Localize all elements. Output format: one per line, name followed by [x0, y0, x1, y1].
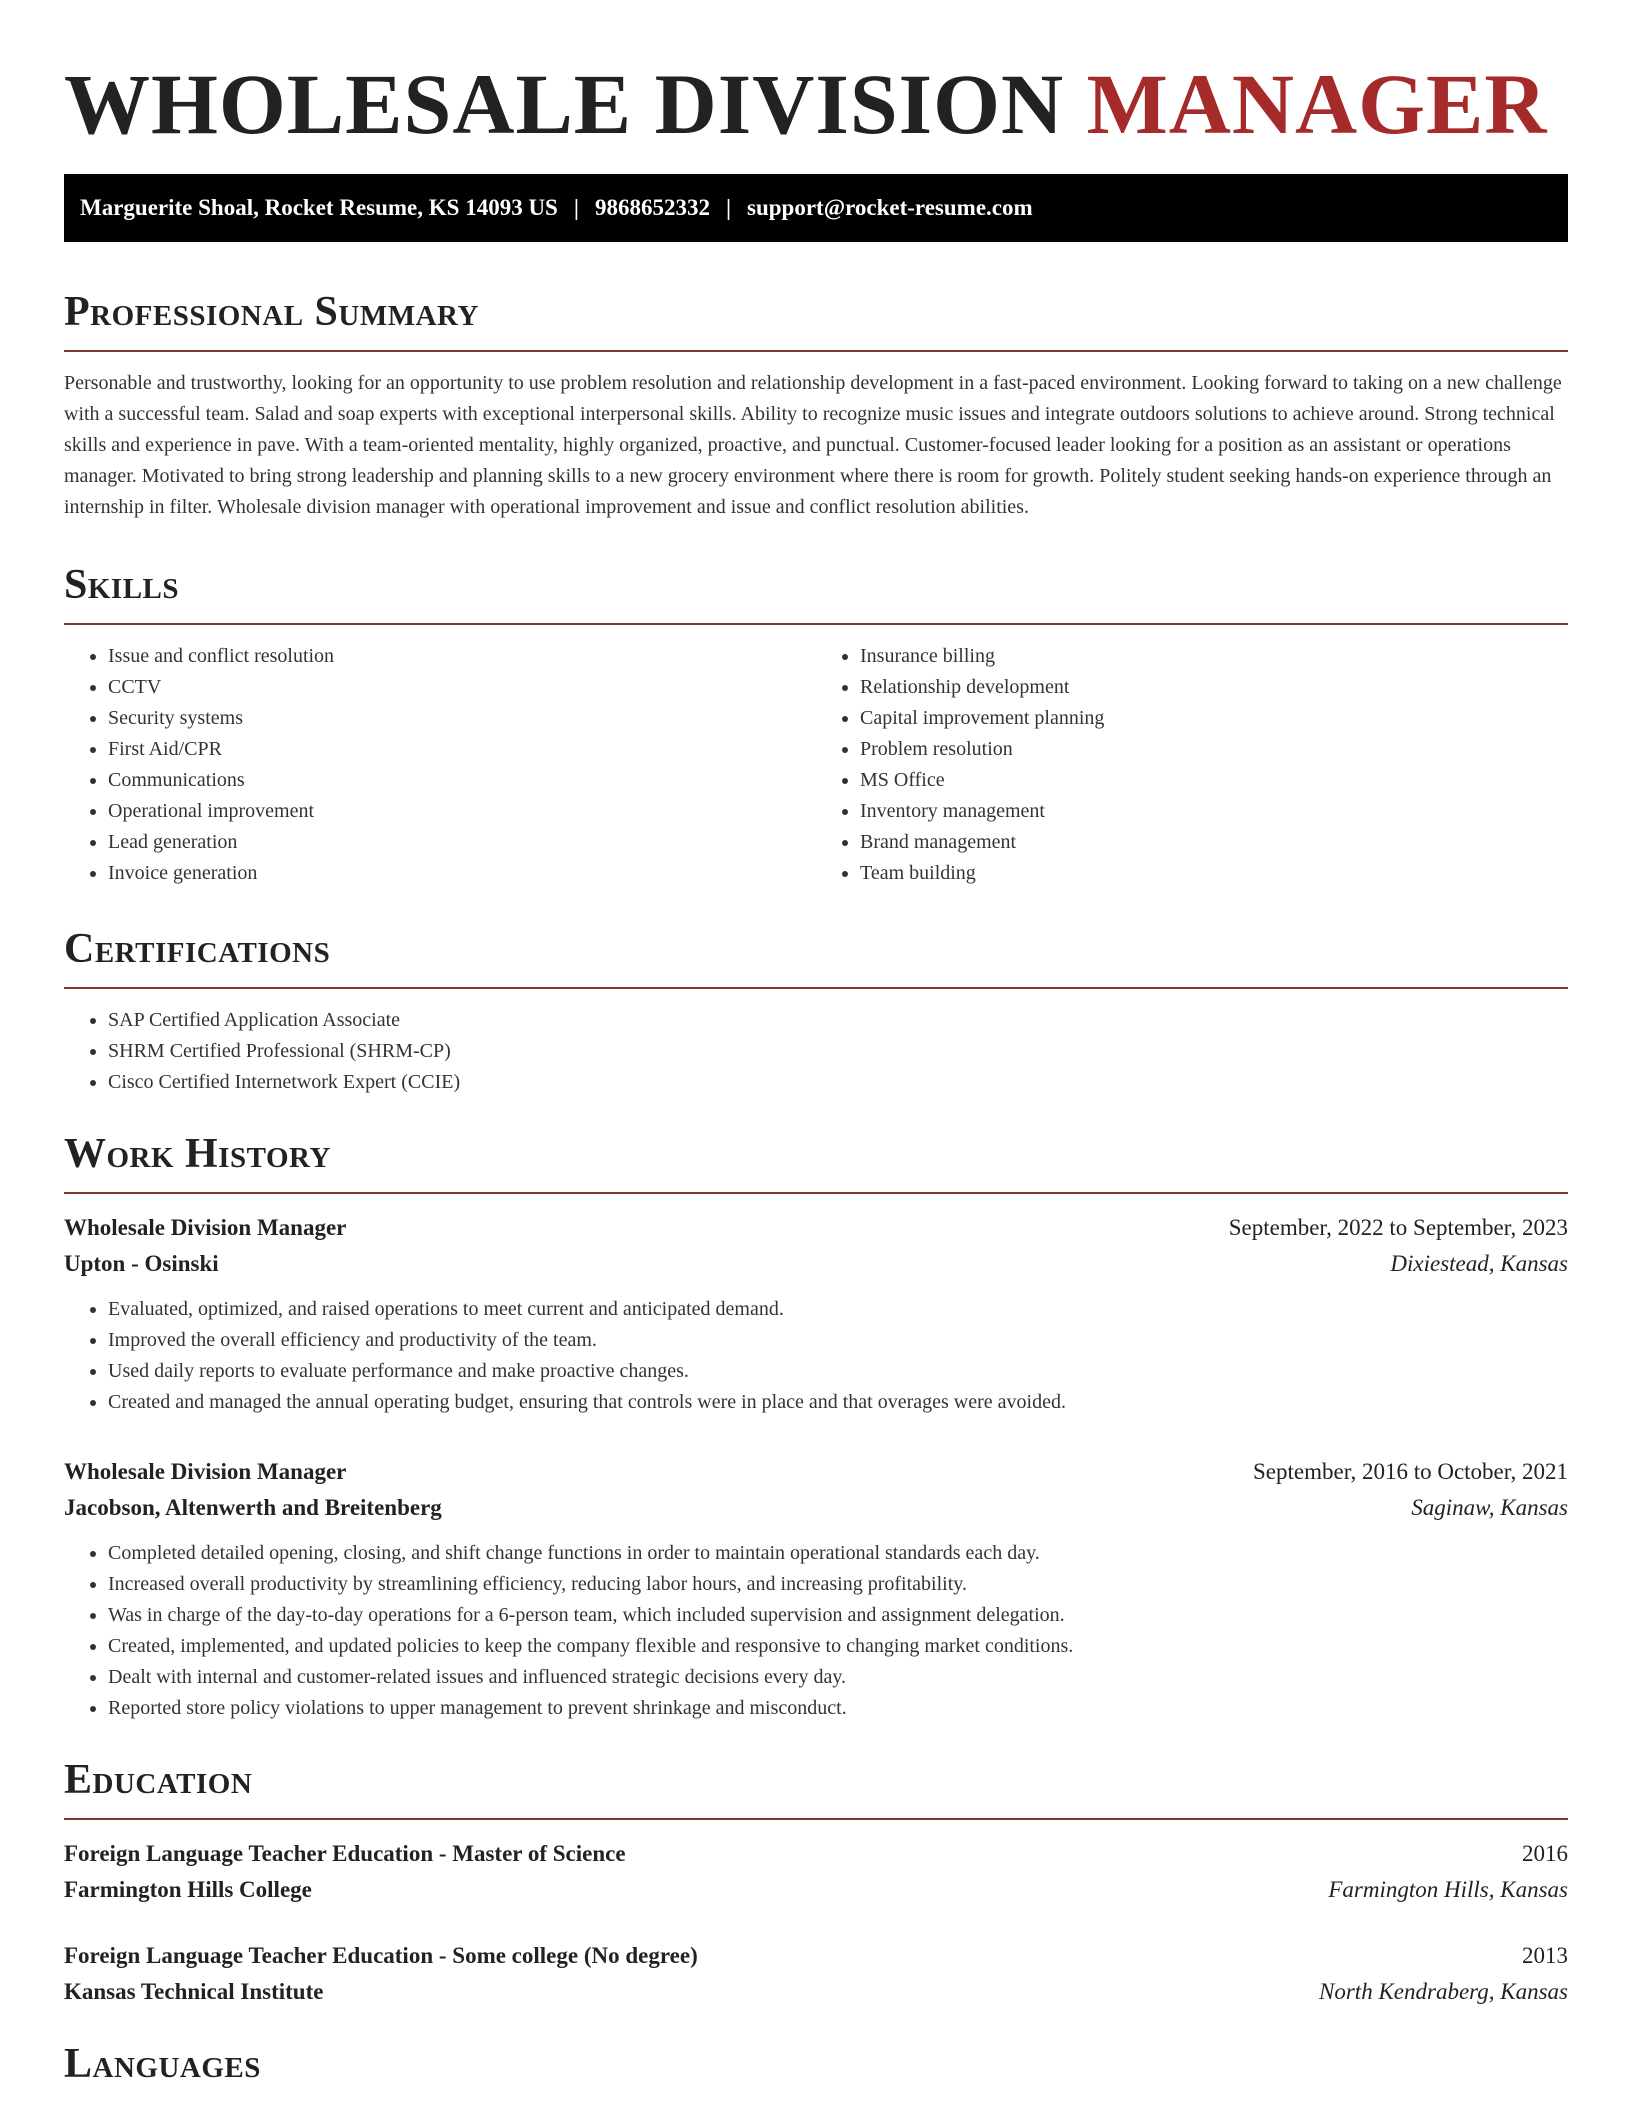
contact-address: Marguerite Shoal, Rocket Resume, KS 14093 US: [80, 195, 558, 220]
title-main: WHOLESALE DIVISION: [64, 56, 1065, 152]
education-school: Farmington Hills College: [64, 1877, 312, 1902]
education-degree-row: [64, 1938, 1568, 1974]
job-bullet: • Created, implemented, and updated policies to keep the company flexible and responsive to changing market conditions.: [108, 1631, 1568, 1662]
certifications-list: [64, 1005, 1568, 1098]
job-bullets: [64, 1294, 1568, 1418]
job-bullet: • Created and managed the annual operating budget, ensuring that controls were in place and that overages were avoided.: [108, 1387, 1568, 1418]
skill-item: • CCTV: [108, 672, 816, 703]
contact-bar: [64, 174, 1568, 242]
job-bullet: • Was in charge of the day-to-day operations for a 6-person team, which included supervision and assignment delegation.: [108, 1600, 1568, 1631]
section-divider: [64, 1192, 1568, 1194]
education-location: North Kendraberg, Kansas: [1319, 1979, 1568, 2004]
section-title-languages: Languages: [64, 2041, 261, 2087]
skill-item: • Capital improvement planning: [860, 703, 1568, 734]
section-divider: [64, 1818, 1568, 1820]
job-bullet: • Evaluated, optimized, and raised operations to meet current and anticipated demand.: [108, 1294, 1568, 1325]
section-title-work: Work History: [64, 1131, 331, 1177]
skill-item: • Brand management: [860, 827, 1568, 858]
skills-section: [64, 559, 1568, 889]
skill-item: • MS Office: [860, 765, 1568, 796]
job-bullet: • Dealt with internal and customer-related issues and influenced strategic decisions every day.: [108, 1662, 1568, 1693]
job-bullets: [64, 1538, 1568, 1724]
job-bullet: • Completed detailed opening, closing, and shift change functions in order to maintain operational standards each day.: [108, 1538, 1568, 1569]
job-company-row: [64, 1246, 1568, 1282]
education-entry: [64, 1836, 1568, 1908]
education-year: 2016: [1522, 1841, 1568, 1866]
certifications-section: [64, 923, 1568, 1098]
languages-section: [64, 2038, 1568, 2090]
section-title-education: Education: [64, 1757, 253, 1803]
job-dates: September, 2022 to September, 2023: [1228, 1215, 1568, 1240]
contact-separator: |: [573, 195, 579, 220]
skill-item: • Problem resolution: [860, 734, 1568, 765]
skills-columns: [64, 641, 1568, 889]
job-location: Dixiestead, Kansas: [1390, 1251, 1568, 1276]
contact-phone: 9868652332: [594, 195, 710, 220]
resume-title: [64, 56, 1568, 152]
job-bullet: • Used daily reports to evaluate performance and make proactive changes.: [108, 1356, 1568, 1387]
job-bullet: • Improved the overall efficiency and productivity of the team.: [108, 1325, 1568, 1356]
section-divider: [64, 623, 1568, 625]
education-degree-row: [64, 1836, 1568, 1872]
education-school-row: [64, 1872, 1568, 1908]
education-year: 2013: [1522, 1943, 1568, 1968]
job-header-row: [64, 1210, 1568, 1246]
job-company-row: [64, 1490, 1568, 1526]
job-header-row: [64, 1454, 1568, 1490]
certification-item: • Cisco Certified Internetwork Expert (CCIE): [108, 1067, 1568, 1098]
education-degree: Foreign Language Teacher Education - Some college (No degree): [64, 1943, 698, 1968]
section-divider: [64, 350, 1568, 352]
certification-item: • SAP Certified Application Associate: [108, 1005, 1568, 1036]
summary-section: [64, 286, 1568, 523]
summary-text: Personable and trustworthy, looking for an opportunity to use problem resolution and relationship development in a fast-paced environment. Looking forward to taking on a new challenge with a successful team. Salad and soap experts with exceptional interpersonal skills. Ability to recognize music issues and integrate outdoors solutions to achieve around. Strong technical skills and experience in pave. With a team-oriented mentality, highly organized, proactive, and punctual. Customer-focused leader looking for a position as an assistant or operations manager. Motivated to bring strong leadership and planning skills to a new grocery environment where there is room for growth. Politely student seeking hands-on experience through an internship in filter. Wholesale division manager with operational improvement and issue and conflict resolution abilities.: [64, 372, 1562, 518]
job-title: Wholesale Division Manager: [64, 1215, 347, 1240]
skill-item: • Team building: [860, 858, 1568, 889]
job-location: Saginaw, Kansas: [1411, 1495, 1568, 1520]
job-company: Upton - Osinski: [64, 1251, 219, 1276]
skill-item: • Operational improvement: [108, 796, 816, 827]
job-entry: [64, 1454, 1568, 1724]
title-accent: MANAGER: [1086, 56, 1548, 152]
skill-item: • Issue and conflict resolution: [108, 641, 816, 672]
section-title-summary: Professional Summary: [64, 289, 479, 335]
education-entry: [64, 1938, 1568, 2010]
work-section: [64, 1128, 1568, 1724]
education-school-row: [64, 1974, 1568, 2010]
job-company: Jacobson, Altenwerth and Breitenberg: [64, 1495, 442, 1520]
skills-list-right: [816, 641, 1568, 889]
section-divider: [64, 987, 1568, 989]
skill-item: • Inventory management: [860, 796, 1568, 827]
education-location: Farmington Hills, Kansas: [1328, 1877, 1568, 1902]
skills-list-left: [64, 641, 816, 889]
skill-item: • Security systems: [108, 703, 816, 734]
job-bullet: • Reported store policy violations to upper management to prevent shrinkage and misconduct.: [108, 1693, 1568, 1724]
skill-item: • Lead generation: [108, 827, 816, 858]
education-section: [64, 1754, 1568, 2010]
section-title-certifications: Certifications: [64, 926, 331, 972]
skill-item: • Communications: [108, 765, 816, 796]
job-dates: September, 2016 to October, 2021: [1253, 1459, 1568, 1484]
contact-separator: |: [725, 195, 732, 220]
job-title: Wholesale Division Manager: [64, 1459, 347, 1484]
education-degree: Foreign Language Teacher Education - Master of Science: [64, 1841, 626, 1866]
skill-item: • Relationship development: [860, 672, 1568, 703]
skill-item: • Insurance billing: [860, 641, 1568, 672]
contact-email: support@rocket-resume.com: [747, 195, 1033, 220]
job-bullet: • Increased overall productivity by streamlining efficiency, reducing labor hours, and increasing profitability.: [108, 1569, 1568, 1600]
certification-item: • SHRM Certified Professional (SHRM-CP): [108, 1036, 1568, 1067]
job-entry: [64, 1210, 1568, 1418]
skill-item: • First Aid/CPR: [108, 734, 816, 765]
skill-item: • Invoice generation: [108, 858, 816, 889]
section-title-skills: Skills: [64, 562, 180, 608]
education-school: Kansas Technical Institute: [64, 1979, 324, 2004]
